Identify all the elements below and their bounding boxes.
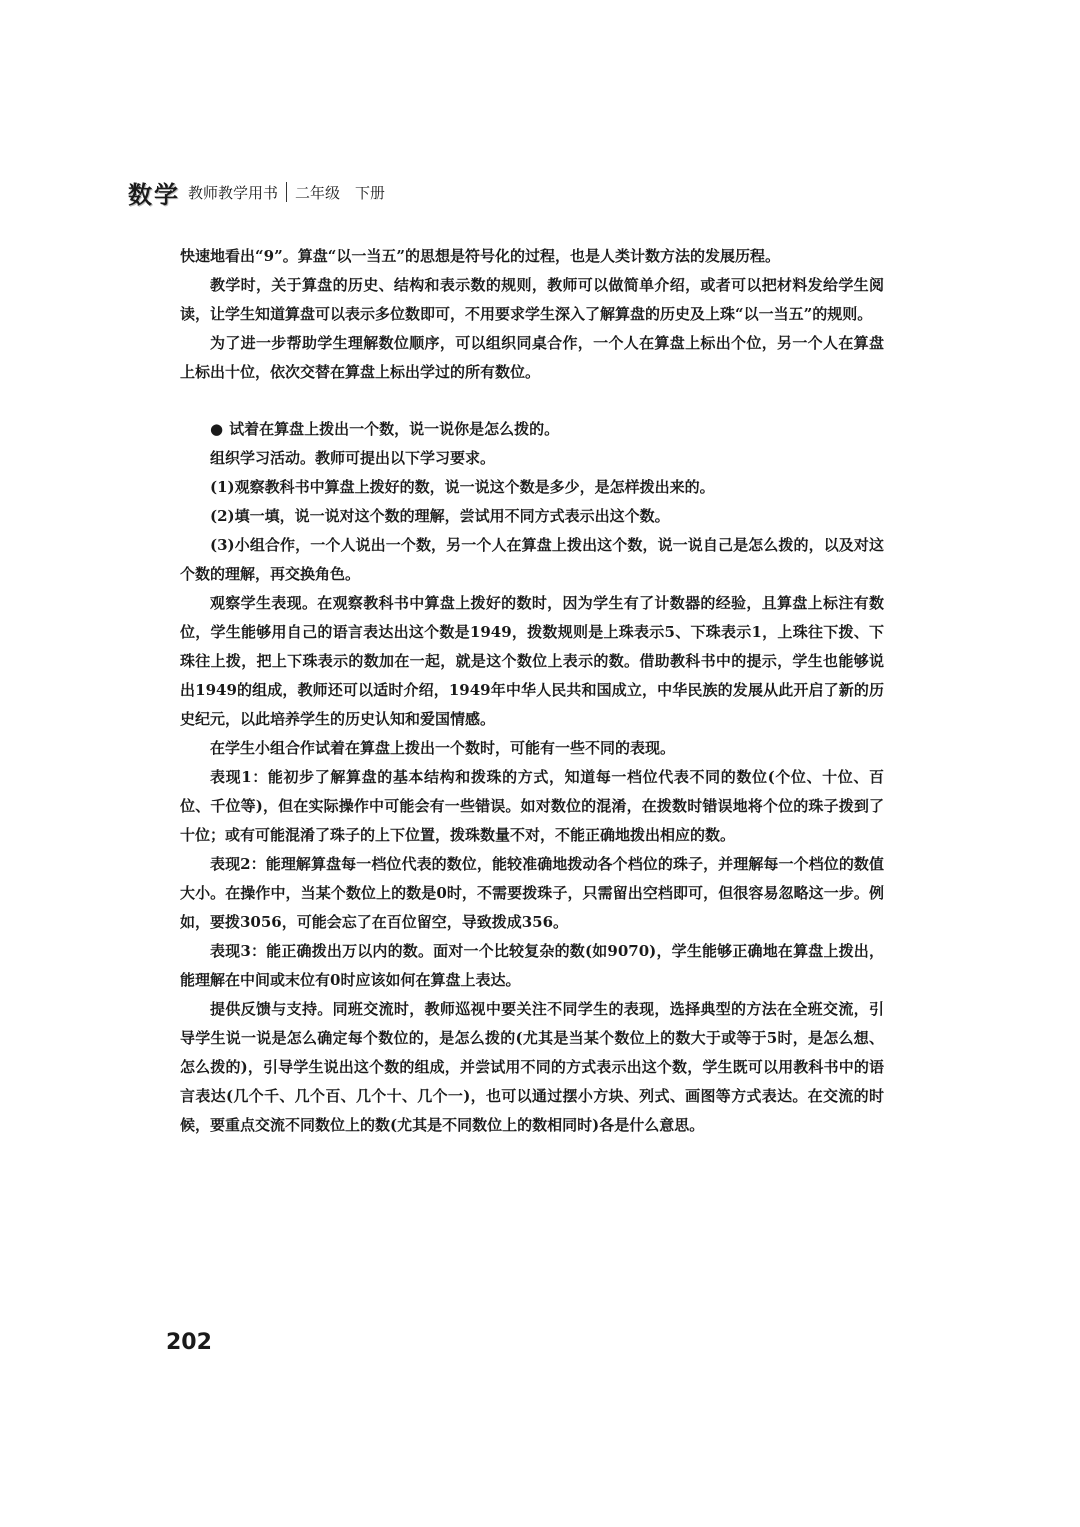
feedback-text: 同班交流时，教师巡视中要关注不同学生的表现，选择典型的方法在全班交流，引导学生说一说是怎么确定每个数位的，是怎么拨的(尤其是当某个数位上的数大于或等于5时，是怎么想、怎么拨的)，引导学生说出这个数的组成，并尝试用不同的方式表示出这个数，学生既可以用教科书中的语言表达(几个千、几个百、几个十、几个一)，也可以通过摆小方块、列式、画图等方式表达。在交流的时候，要重点交流不同数位上的数(尤其是不同数位上的数相同时)各是什么意思。 bbox=[180, 1000, 884, 1134]
paragraph-place-value: 为了进一步帮助学生理解数位顺序，可以组织同桌合作，一个人在算盘上标出个位，另一个人在算盘上标出十位，依次交替在算盘上标出学过的所有数位。 bbox=[180, 334, 884, 381]
performance-2: 表现2：能理解算盘每一档位代表的数位，能较准确地拨动各个档位的珠子，并理解每一个档位的数值大小。在操作中，当某个数位上的数是0时，不需要拨珠子，只需留出空档即可，但很容易忽略这一步。例如，要拨3056，可能会忘了在百位留空，导致拨成356。 bbox=[180, 855, 884, 931]
paragraph-feedback bbox=[180, 995, 884, 1140]
header-book-title: 教师教学用书 bbox=[188, 183, 279, 202]
header-grade: 二年级 下册 bbox=[295, 183, 386, 202]
paragraph-teaching-note: 教学时，关于算盘的历史、结构和表示数的规则，教师可以做简单介绍，或者可以把材料发给学生阅读，让学生知道算盘可以表示多位数即可，不用要求学生深入了解算盘的历史及上珠“以一当五”的规则。 bbox=[180, 276, 884, 323]
bullet-dot-icon: ● bbox=[210, 420, 224, 438]
performance-1: 表现1：能初步了解算盘的基本结构和拨珠的方式，知道每一档位代表不同的数位(个位、十位、百位、千位等)，但在实际操作中可能会有一些错误。如对数位的混淆，在拨数时错误地将个位的珠子拨到了十位；或有可能混淆了珠子的上下位置，拨珠数量不对，不能正确地拨出相应的数。 bbox=[180, 768, 884, 844]
requirement-2: (2)填一填，说一说对这个数的理解，尝试用不同方式表示出这个数。 bbox=[210, 507, 670, 525]
paragraph-organize bbox=[180, 444, 884, 473]
observe-text: 在观察教科书中算盘上拨好的数时，因为学生有了计数器的经验，且算盘上标注有数位，学生能够用自己的语言表达出这个数是1949，拨数规则是上珠表示5、下珠表示1，上珠往下拨、下珠往上拨，把上下珠表示的数加在一起，就是这个数位上表示的数。借助教科书中的提示，学生也能够说出1949的组成，教师还可以适时介绍，1949年中华人民共和国成立，中华民族的发展从此开启了新的历史纪元，以此培养学生的历史认知和爱国情感。 bbox=[180, 594, 884, 728]
performance-3: 表现3：能正确拨出万以内的数。面对一个比较复杂的数(如9070)，学生能够正确地在算盘上拨出，能理解在中间或末位有0时应该如何在算盘上表达。 bbox=[180, 942, 884, 989]
page-number: 202 bbox=[166, 1330, 212, 1355]
lead-organize: 组织学习活动。 bbox=[210, 449, 316, 467]
paragraph-group-work: 在学生小组合作试着在算盘上拨出一个数时，可能有一些不同的表现。 bbox=[210, 739, 676, 757]
running-header bbox=[128, 176, 385, 208]
organize-text: 教师可提出以下学习要求。 bbox=[315, 449, 496, 467]
body-text bbox=[180, 242, 884, 1140]
lead-feedback: 提供反馈与支持。 bbox=[210, 1000, 333, 1018]
paragraph-observe bbox=[180, 589, 884, 734]
lead-observe: 观察学生表现。 bbox=[210, 594, 318, 612]
bullet-heading bbox=[180, 415, 884, 444]
bullet-heading-text: 试着在算盘上拨出一个数，说一说你是怎么拨的。 bbox=[229, 420, 560, 438]
section-gap bbox=[180, 387, 884, 415]
header-divider bbox=[286, 182, 287, 202]
paragraph-continuation: 快速地看出“9”。算盘“以一当五”的思想是符号化的过程，也是人类计数方法的发展历程。 bbox=[180, 247, 780, 265]
requirement-1: (1)观察教科书中算盘上拨好的数，说一说这个数是多少，是怎样拨出来的。 bbox=[210, 478, 715, 496]
requirement-3: (3)小组合作，一个人说出一个数，另一个人在算盘上拨出这个数，说一说自己是怎么拨的，以及对这个数的理解，再交换角色。 bbox=[180, 536, 884, 583]
header-subject: 数学 bbox=[128, 180, 180, 209]
